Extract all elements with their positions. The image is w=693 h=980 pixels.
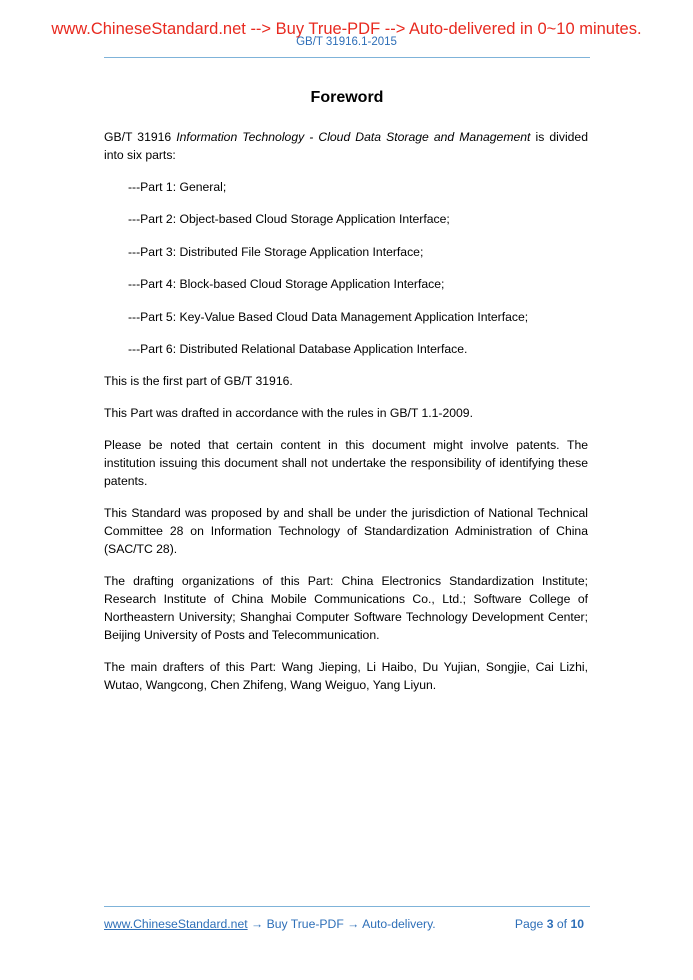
first-part-statement: This is the first part of GB/T 31916. <box>104 374 293 389</box>
page-title: Foreword <box>310 89 384 106</box>
intro-standard-title: Information Technology - Cloud Data Storage and Management <box>176 130 531 144</box>
footer-promo <box>104 915 436 933</box>
page-footer <box>104 915 590 933</box>
part-item: ---Part 6: Distributed Relational Database Application Interface. <box>128 341 468 356</box>
page-number: 3 <box>546 917 554 931</box>
site-link[interactable]: www.ChineseStandard.net <box>104 917 248 931</box>
of-label: of <box>553 917 571 931</box>
intro-suffix: is divided into six parts: <box>104 130 588 162</box>
header-divider <box>104 57 590 58</box>
intro-paragraph <box>104 128 588 164</box>
page-indicator <box>515 915 584 933</box>
document-body <box>104 128 588 708</box>
footer-divider <box>104 906 590 907</box>
page-label: Page <box>514 917 547 931</box>
delivery-text: → Buy True-PDF → Auto-delivery. <box>247 917 436 931</box>
part-item: ---Part 1: General; <box>128 180 227 194</box>
part-item: ---Part 3: Distributed File Storage Application Interface; <box>128 244 424 259</box>
promo-banner: www.ChineseStandard.net --> Buy True-PDF --> Auto-delivered in 0~10 minutes. <box>51 20 642 38</box>
drafting-rules-statement: This Part was drafted in accordance with the rules in GB/T 1.1-2009. <box>104 406 473 421</box>
total-pages: 10 <box>570 917 584 931</box>
standard-code: GB/T 31916.1-2015 <box>296 36 397 48</box>
jurisdiction-statement: This Standard was proposed by and shall be under the jurisdiction of National Technical Committee 28 on Information Technology of Standardization Administration of China (SAC/TC 28). <box>104 506 588 557</box>
main-drafters: The main drafters of this Part: Wang Jieping, Li Haibo, Du Yujian, Songjie, Cai Lizhi, Wutao, Wangcong, Chen Zhifeng, Wang Weiguo, Yang Liyun. <box>104 660 588 693</box>
part-item: ---Part 5: Key-Value Based Cloud Data Management Application Interface; <box>128 309 529 324</box>
drafting-organizations: The drafting organizations of this Part: China Electronics Standardization Institute; Research Institute of China Mobile Communications Co., Ltd.; Software College of Northeastern University; Shanghai Computer Software Technology Development Center; Beijing University of Posts and Telecommunication. <box>104 574 588 643</box>
part-item: ---Part 4: Block-based Cloud Storage Application Interface; <box>128 277 445 292</box>
patent-notice: Please be noted that certain content in this document might involve patents. The institution issuing this document shall not undertake the responsibility of identifying these patents. <box>104 438 588 489</box>
part-item: ---Part 2: Object-based Cloud Storage Application Interface; <box>128 212 450 227</box>
intro-prefix: GB/T 31916 <box>104 130 177 144</box>
